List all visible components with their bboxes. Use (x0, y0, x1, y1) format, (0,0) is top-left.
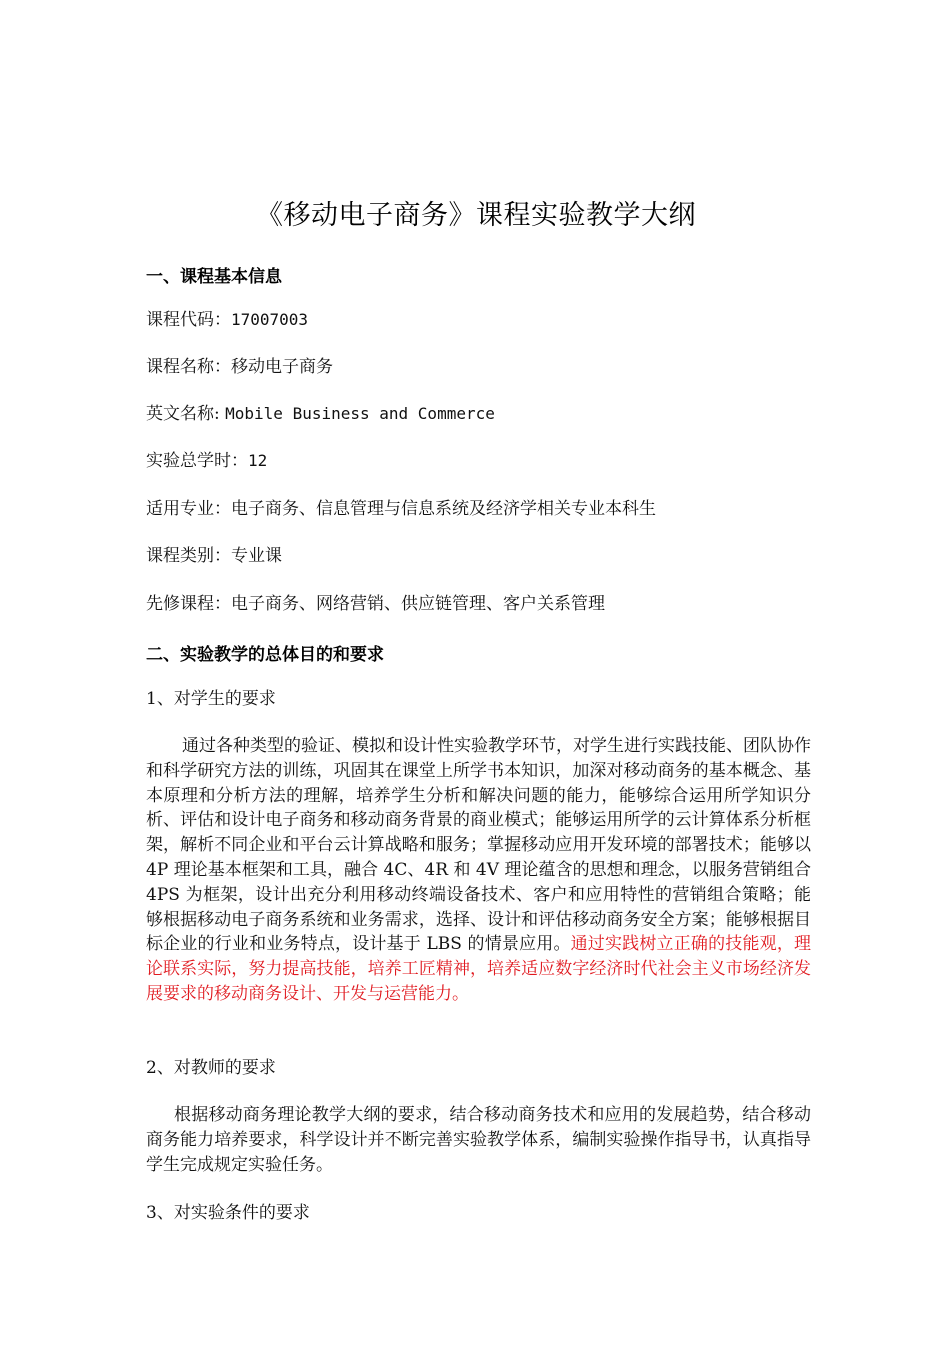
paragraph-highlight-text: 通过实践树立正确的技能观，理论联系实际，努力提高技能，培养工匠精神，培养适应数字经济时代社会主义市场经济发展要求的移动商务设计、开发与运营能力。 (146, 934, 812, 1004)
info-label: 适用专业： (146, 499, 231, 519)
teacher-requirements-paragraph: 根据移动商务理论教学大纲的要求，结合移动商务技术和应用的发展趋势，结合移动商务能力培养要求，科学设计并不断完善实验教学体系，编制实验操作指导书，认真指导学生完成规定实验任务。 (146, 1105, 811, 1175)
paragraph-text: 通过各种类型的验证、模拟和设计性实验教学环节，对学生进行实践技能、团队协作和科学研究方法的训练，巩固其在课堂上所学书本知识，加深对移动商务的基本概念、基本原理和分析方法的理解，培养学生分析和解决问题的能力，能够综合运用所学知识分析、评估和设计电子商务和移动商务背景的商业模式；能够运用所学的云计算体系分析框架，解析不同企业和平台云计算战略和服务；掌握移动应用开发环境的部署技术；能够以 4P 理论基本框架和工具，融合 4C、4R 和 4V 理论蕴含的思想和理念，以服务营销组合 4PS 为框架，设计出充分利用移动终端设备技术、客户和应用特性的营销组合策略；能够根据移动电子商务系统和业务需求，选择、设计和评估移动商务安全方案；能够根据目标企业的行业和业务特点，设计基于 LBS 的情景应用。 (146, 736, 811, 955)
section-heading-objectives: 二、实验教学的总体目的和要求 (146, 645, 384, 665)
info-applicable-major (146, 497, 656, 521)
info-value: 12 (248, 451, 268, 470)
subheading-teacher-requirements: 2、对教师的要求 (146, 1058, 276, 1078)
info-prerequisites (146, 592, 605, 616)
info-label: 课程名称： (146, 357, 231, 377)
student-requirements-paragraph (146, 734, 811, 1007)
info-label: 先修课程： (146, 594, 231, 614)
info-value: 17007003 (231, 310, 309, 329)
info-course-name (146, 355, 333, 379)
info-label: 课程类别： (146, 546, 231, 566)
info-label: 英文名称: (146, 404, 226, 424)
subheading-lab-conditions: 3、对实验条件的要求 (146, 1203, 310, 1223)
info-label: 课程代码： (146, 310, 231, 330)
info-course-category (146, 544, 282, 568)
info-english-name (146, 402, 495, 426)
document-title: 《移动电子商务》课程实验教学大纲 (256, 200, 696, 231)
info-value: 专业课 (231, 546, 282, 566)
info-total-hours (146, 449, 267, 473)
info-value: 电子商务、网络营销、供应链管理、客户关系管理 (231, 594, 605, 614)
info-value: Mobile Business and Commerce (225, 404, 495, 423)
info-value: 电子商务、信息管理与信息系统及经济学相关专业本科生 (231, 499, 656, 519)
section-heading-basic-info: 一、课程基本信息 (146, 267, 282, 287)
info-value: 移动电子商务 (231, 357, 333, 377)
info-label: 实验总学时： (146, 451, 248, 471)
subheading-student-requirements: 1、对学生的要求 (146, 689, 276, 709)
info-course-code (146, 308, 308, 332)
